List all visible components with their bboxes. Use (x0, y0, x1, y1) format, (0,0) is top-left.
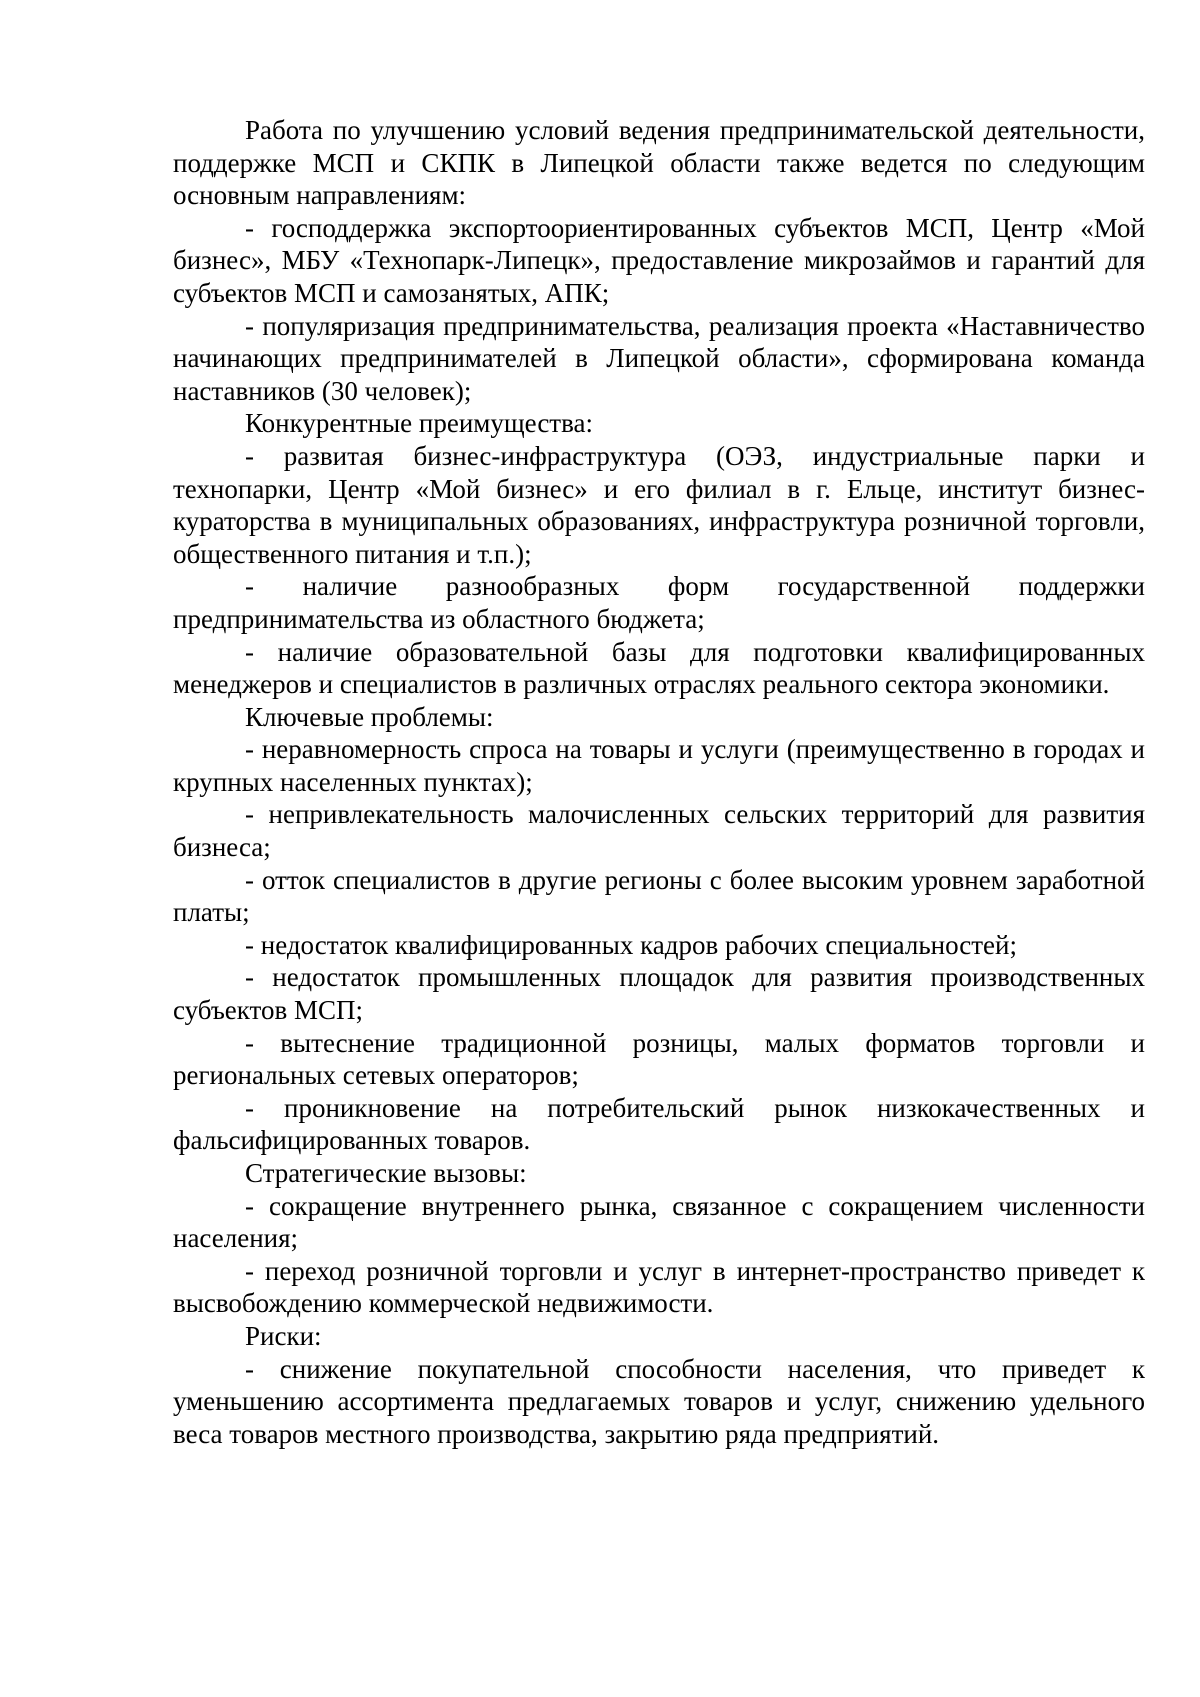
intro-paragraph: Работа по улучшению условий ведения предпринимательской деятельности, поддержке МСП и СКПК в Липецкой области также ведется по следующим основным направлениям: (173, 115, 1145, 211)
list-item-state-support: - наличие разнообразных форм государственной поддержки предпринимательства из областного бюджета; (173, 571, 1145, 634)
list-item-purchasing-power: - снижение покупательной способности населения, что приведет к уменьшению ассортимента предлагаемых товаров и услуг, снижению удельного веса товаров местного производства, закрытию ряда предприятий. (173, 1353, 1145, 1449)
section-heading-advantages: Конкурентные преимущества: (245, 408, 593, 439)
list-item-low-quality-goods: - проникновение на потребительский рынок низкокачественных и фальсифицированных товаров. (173, 1092, 1145, 1156)
list-item-uneven-demand: - неравномерность спроса на товары и услуги (преимущественно в городах и крупных населенных пунктах); (173, 734, 1145, 797)
document-body (173, 114, 1145, 1450)
section-heading-risks: Риски: (245, 1320, 322, 1351)
list-item-popularization: - популяризация предпринимательства, реализация проекта «Наставничество начинающих предпринимателей в Липецкой области», сформирована команда наставников (30 человек); (173, 310, 1145, 406)
section-heading-challenges: Стратегические вызовы: (245, 1158, 527, 1188)
list-item-rural-territories: - непривлекательность малочисленных сельских территорий для развития бизнеса; (173, 799, 1145, 863)
list-item-infrastructure: - развитая бизнес-инфраструктура (ОЭЗ, индустриальные парки и технопарки, Центр «Мой бизнес» и его филиал в г. Ельце, институт бизнес-кураторства в муниципальных образованиях, инфраструктура розничной торговли, общественного питания и т.п.); (173, 440, 1145, 569)
list-item-retail-displacement: - вытеснение традиционной розницы, малых форматов торговли и региональных сетевых операторов; (173, 1027, 1145, 1091)
list-item-specialist-outflow: - отток специалистов в другие регионы с более высоким уровнем заработной платы; (173, 864, 1145, 928)
list-item-industrial-sites: - недостаток промышленных площадок для развития производственных субъектов МСП; (173, 962, 1145, 1026)
list-item-staff-shortage: - недостаток квалифицированных кадров рабочих специальностей; (245, 929, 1017, 960)
section-heading-problems: Ключевые проблемы: (245, 701, 494, 732)
list-item-market-reduction: - сокращение внутреннего рынка, связанное с сокращением численности населения; (173, 1190, 1145, 1254)
list-item-education: - наличие образовательной базы для подготовки квалифицированных менеджеров и специалистов в различных отраслях реального сектора экономики. (173, 636, 1145, 700)
list-item-internet-transition: - переход розничной торговли и услуг в интернет-пространство приведет к высвобождению коммерческой недвижимости. (173, 1255, 1145, 1319)
list-item-support: - господдержка экспортоориентированных субъектов МСП, Центр «Мой бизнес», МБУ «Технопарк-Липецк», предоставление микрозаймов и гарантий для субъектов МСП и самозанятых, АПК; (173, 212, 1145, 308)
